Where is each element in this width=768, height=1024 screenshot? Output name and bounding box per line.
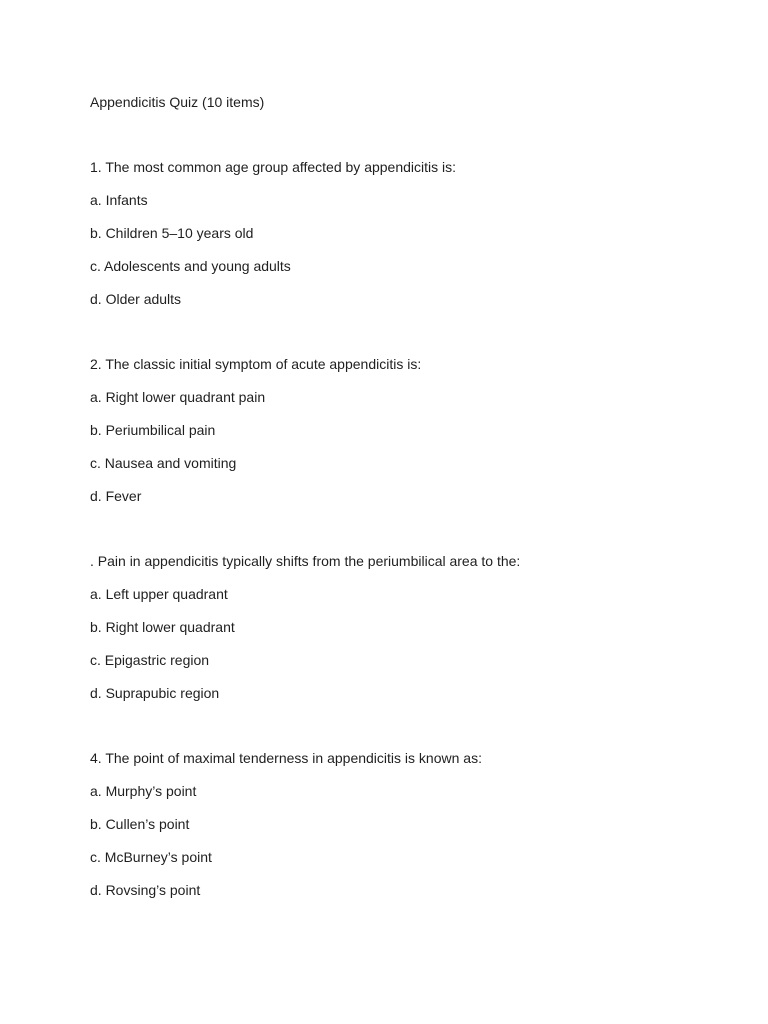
answer-option-b: b. Periumbilical pain (90, 422, 216, 438)
answer-option-a: a. Murphy’s point (90, 783, 197, 799)
question-text: 1. The most common age group affected by appendicitis is: (90, 159, 457, 175)
answer-option-c: c. Adolescents and young adults (90, 258, 291, 274)
answer-option-d: d. Fever (90, 488, 142, 504)
answer-option-a: a. Right lower quadrant pain (90, 389, 266, 405)
question-1 (90, 157, 710, 309)
document-page (90, 92, 710, 900)
question-3 (90, 551, 710, 703)
answer-option-a: a. Left upper quadrant (90, 586, 228, 602)
question-text: 2. The classic initial symptom of acute appendicitis is: (90, 356, 422, 372)
answer-option-c: c. Nausea and vomiting (90, 455, 237, 471)
question-2 (90, 354, 710, 506)
answer-option-d: d. Older adults (90, 291, 182, 307)
quiz-title: Appendicitis Quiz (10 items) (90, 94, 265, 110)
answer-option-d: d. Suprapubic region (90, 685, 220, 701)
answer-option-a: a. Infants (90, 192, 148, 208)
answer-option-c: c. McBurney’s point (90, 849, 212, 865)
answer-option-b: b. Right lower quadrant (90, 619, 235, 635)
answer-option-b: b. Cullen’s point (90, 816, 190, 832)
answer-option-b: b. Children 5–10 years old (90, 225, 254, 241)
question-4 (90, 748, 710, 900)
question-text: . Pain in appendicitis typically shifts from the periumbilical area to the: (90, 553, 521, 569)
answer-option-c: c. Epigastric region (90, 652, 210, 668)
question-text: 4. The point of maximal tenderness in appendicitis is known as: (90, 750, 482, 766)
answer-option-d: d. Rovsing’s point (90, 882, 201, 898)
